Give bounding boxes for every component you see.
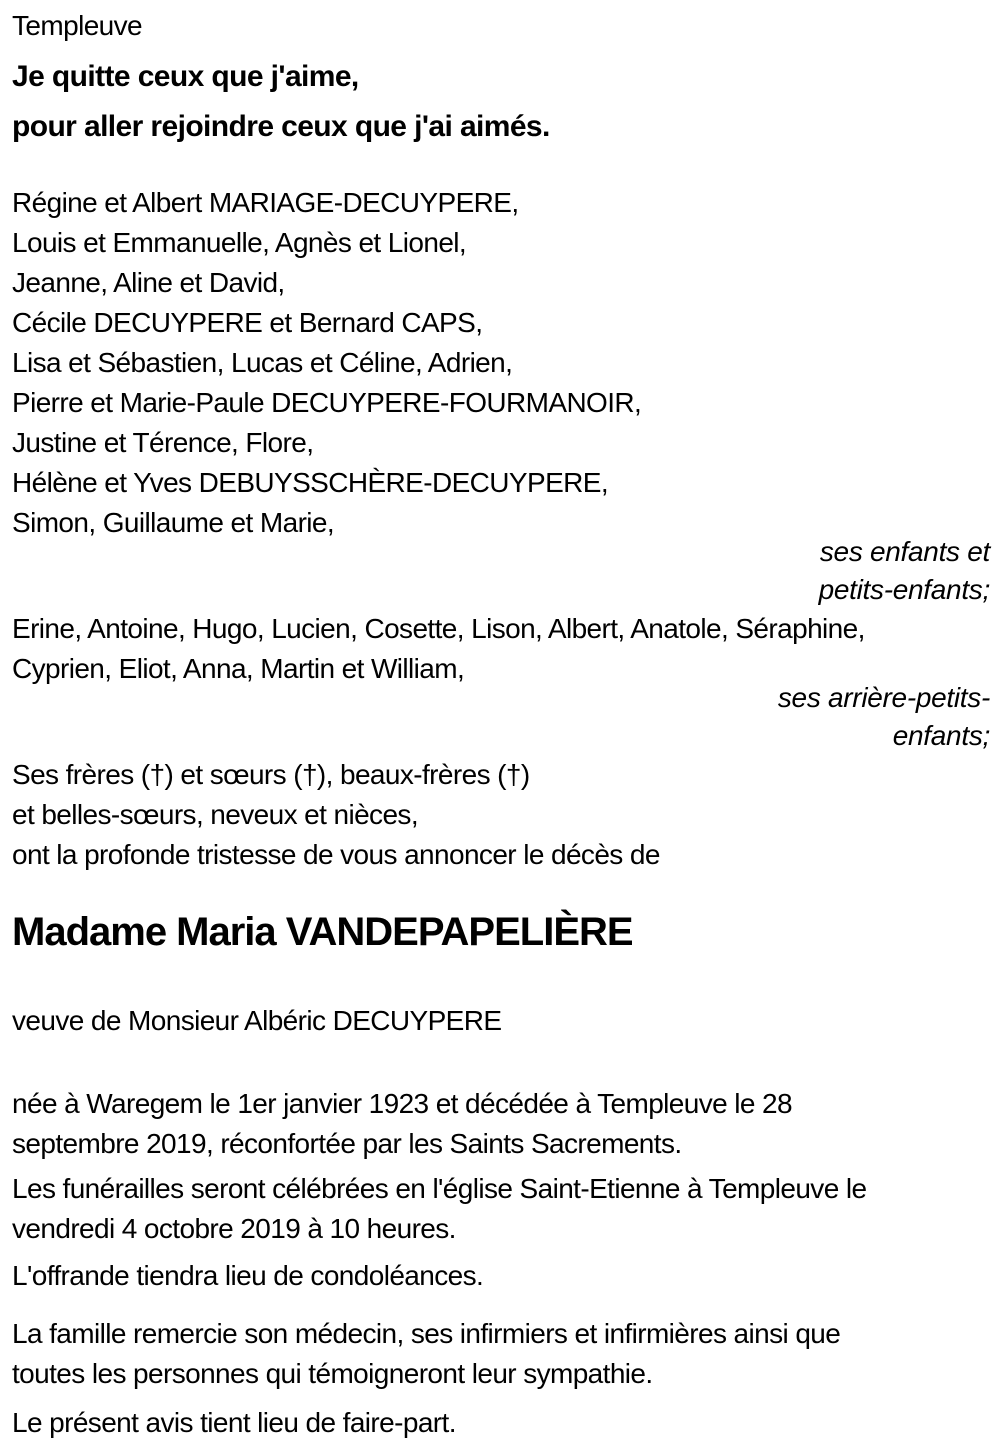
notice-paragraph (12, 1403, 990, 1443)
siblings-announcement (12, 755, 990, 875)
funeral-paragraph (12, 1169, 990, 1249)
spouse-note: veuve de Monsieur Albéric DECUYPERE (12, 1005, 502, 1036)
paragraph-line: L'offrande tiendra lieu de condoléances. (12, 1260, 484, 1291)
paragraph-line: septembre 2019, réconfortée par les Saints Sacrements. (12, 1128, 682, 1159)
family-names-list (12, 183, 990, 543)
city-label: Templeuve (12, 10, 143, 41)
relation-great-grandchildren-line-2: enfants; (892, 720, 990, 751)
relation-children-label (12, 533, 990, 609)
family-line: Hélène et Yves DEBUYSSCHÈRE-DECUYPERE, (12, 467, 609, 498)
paragraph-line: La famille remercie son médecin, ses infirmiers et infirmières ainsi que (12, 1318, 841, 1349)
birth-death-paragraph (12, 1084, 990, 1164)
paragraph-line: née à Waregem le 1er janvier 1923 et décédée à Templeuve le 28 (12, 1088, 792, 1119)
family-line: Jeanne, Aline et David, (12, 267, 285, 298)
announcement-line: ont la profonde tristesse de vous annoncer le décès de (12, 839, 660, 870)
family-line: Lisa et Sébastien, Lucas et Céline, Adrien, (12, 347, 513, 378)
family-line: Justine et Térence, Flore, (12, 427, 314, 458)
great-grandchildren-line: Cyprien, Eliot, Anna, Martin et William, (12, 653, 465, 684)
family-line: Régine et Albert MARIAGE-DECUYPERE, (12, 187, 519, 218)
relation-children-line-2: petits-enfants; (818, 574, 990, 605)
paragraph-line: toutes les personnes qui témoigneront leur sympathie. (12, 1358, 653, 1389)
offering-paragraph (12, 1256, 990, 1296)
relation-great-grandchildren-line-1: ses arrière-petits- (777, 682, 990, 713)
paragraph-line: Les funérailles seront célébrées en l'église Saint-Etienne à Templeuve le (12, 1173, 867, 1204)
family-line: Pierre et Marie-Paule DECUYPERE-FOURMANOIR, (12, 387, 642, 418)
deceased-name-heading: Madame Maria VANDEPAPELIÈRE (12, 910, 633, 954)
paragraph-line: vendredi 4 octobre 2019 à 10 heures. (12, 1213, 456, 1244)
thanks-paragraph (12, 1314, 990, 1394)
great-grandchildren-line: Erine, Antoine, Hugo, Lucien, Cosette, Lison, Albert, Anatole, Séraphine, (12, 613, 865, 644)
family-line: Cécile DECUYPERE et Bernard CAPS, (12, 307, 483, 338)
great-grandchildren-names-list (12, 609, 990, 689)
family-line: Simon, Guillaume et Marie, (12, 507, 335, 538)
paragraph-line: Le présent avis tient lieu de faire-part. (12, 1407, 456, 1438)
motto-line-2: pour aller rejoindre ceux que j'ai aimés. (12, 110, 550, 143)
motto-line-1: Je quitte ceux que j'aime, (12, 60, 359, 93)
siblings-line: Ses frères (†) et sœurs (†), beaux-frères (†) (12, 759, 530, 790)
family-line: Louis et Emmanuelle, Agnès et Lionel, (12, 227, 467, 258)
siblings-line: et belles-sœurs, neveux et nièces, (12, 799, 419, 830)
motto (12, 52, 990, 152)
obituary-document (12, 6, 990, 1443)
relation-children-line-1: ses enfants et (819, 536, 990, 567)
relation-great-grandchildren-label (12, 679, 990, 755)
